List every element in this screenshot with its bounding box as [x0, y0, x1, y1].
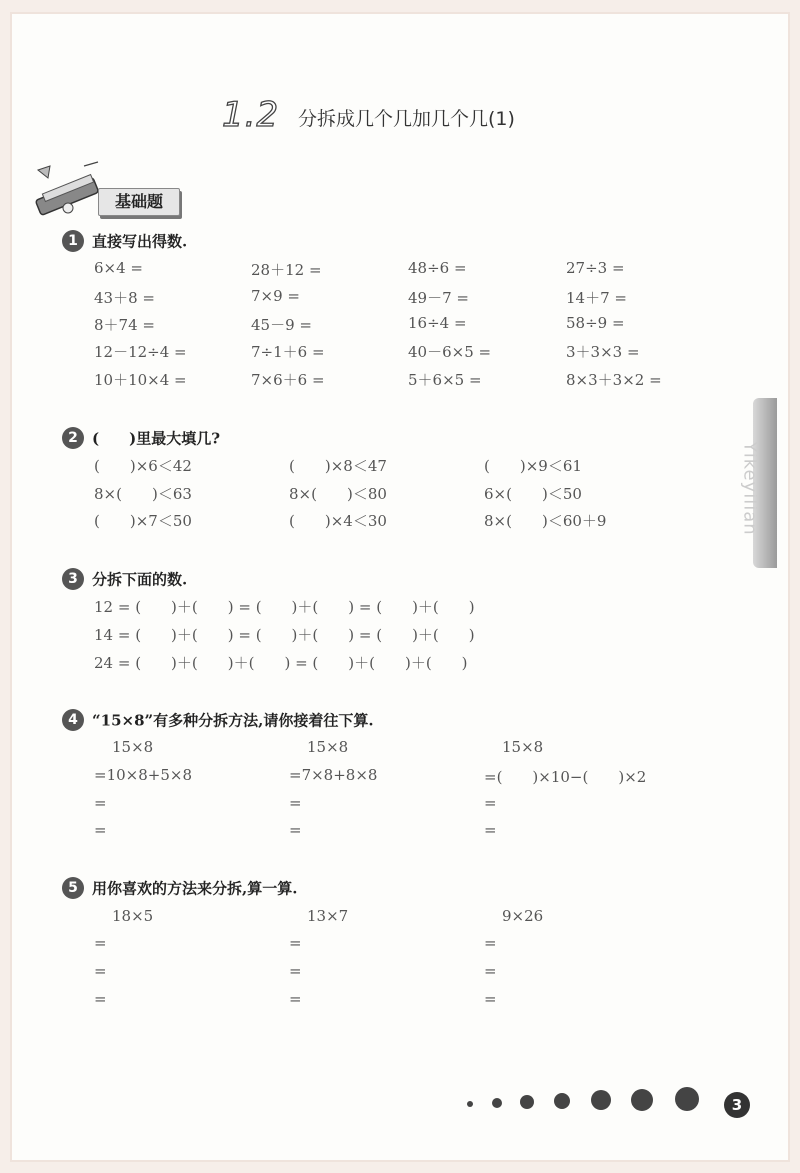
arithmetic-item: 40－6×5 =	[408, 343, 492, 361]
footer-dot	[492, 1098, 502, 1108]
arithmetic-item: 7×9 =	[251, 287, 300, 305]
calculation-step: =	[484, 821, 497, 839]
arithmetic-item: 58÷9 =	[566, 314, 625, 332]
arithmetic-item: 28＋12 =	[251, 261, 322, 279]
calculation-step: 15×8	[502, 738, 544, 756]
calculation-step: 15×8	[112, 738, 154, 756]
arithmetic-item: 49－7 =	[408, 289, 469, 307]
arithmetic-item: 8＋74 =	[94, 316, 155, 334]
arithmetic-item: 48÷6 =	[408, 259, 467, 277]
question-4-header	[62, 709, 374, 731]
fill-in-item: 6×( )＜50	[484, 485, 582, 503]
question-prompt: 分拆下面的数.	[92, 570, 188, 589]
calculation-step: 18×5	[112, 907, 154, 925]
calculation-step: =	[289, 794, 302, 812]
fill-in-item: ( )×6＜42	[94, 457, 192, 475]
calculation-step: =	[94, 962, 107, 980]
arithmetic-item: 10＋10×4 =	[94, 371, 187, 389]
footer-dot	[591, 1090, 611, 1110]
lesson-number: 1.2	[222, 95, 280, 135]
question-prompt: “15×8”有多种分拆方法,请你接着往下算.	[92, 711, 374, 730]
calculation-step: =	[94, 794, 107, 812]
split-number-row: 12 = ( )＋( ) = ( )＋( ) = ( )＋( )	[94, 598, 475, 616]
arithmetic-item: 8×3＋3×2 =	[566, 371, 662, 389]
calculation-step: =	[289, 962, 302, 980]
arithmetic-item: 5＋6×5 =	[408, 371, 482, 389]
fill-in-item: ( )×8＜47	[289, 457, 387, 475]
arithmetic-item: 16÷4 =	[408, 314, 467, 332]
calculation-step: =( )×10−( )×2	[484, 768, 647, 786]
arithmetic-item: 43＋8 =	[94, 289, 155, 307]
fill-in-item: 8×( )＜60＋9	[484, 512, 607, 530]
question-number: 3	[62, 568, 84, 590]
calculation-step: 13×7	[307, 907, 349, 925]
calculation-step: =	[94, 821, 107, 839]
arithmetic-item: 45－9 =	[251, 316, 312, 334]
question-1-header	[62, 230, 187, 252]
calculation-step: =	[484, 934, 497, 952]
question-number: 5	[62, 877, 84, 899]
arithmetic-item: 27÷3 =	[566, 259, 625, 277]
arithmetic-item: 7÷1＋6 =	[251, 343, 325, 361]
calculation-step: =7×8+8×8	[289, 766, 378, 784]
question-prompt: 用你喜欢的方法来分拆,算一算.	[92, 879, 298, 898]
calculation-step: =10×8+5×8	[94, 766, 192, 784]
question-3-header	[62, 568, 187, 590]
calculation-step: 9×26	[502, 907, 544, 925]
calculation-step: =	[289, 990, 302, 1008]
calculation-step: =	[289, 821, 302, 839]
fill-in-item: ( )×9＜61	[484, 457, 582, 475]
question-2-header	[62, 427, 220, 449]
footer-dot	[467, 1101, 473, 1107]
split-number-row: 24 = ( )＋( )＋( ) = ( )＋( )＋( )	[94, 654, 468, 672]
question-number: 2	[62, 427, 84, 449]
question-prompt: ( )里最大填几?	[92, 429, 220, 448]
question-5-header	[62, 877, 297, 899]
arithmetic-item: 7×6＋6 =	[251, 371, 325, 389]
calculation-step: =	[484, 962, 497, 980]
section-label: 基础题	[98, 188, 180, 216]
footer-dot	[554, 1093, 570, 1109]
footer-dot	[520, 1095, 534, 1109]
arithmetic-item: 12－12÷4 =	[94, 343, 187, 361]
calculation-step: =	[94, 934, 107, 952]
split-number-row: 14 = ( )＋( ) = ( )＋( ) = ( )＋( )	[94, 626, 475, 644]
question-number: 1	[62, 230, 84, 252]
pencil-ruler-icon	[28, 160, 100, 220]
calculation-step: =	[289, 934, 302, 952]
side-tab-label: Yikeyilian	[739, 441, 761, 536]
fill-in-item: ( )×7＜50	[94, 512, 192, 530]
fill-in-item: ( )×4＜30	[289, 512, 387, 530]
calculation-step: =	[484, 794, 497, 812]
question-number: 4	[62, 709, 84, 731]
arithmetic-item: 14＋7 =	[566, 289, 627, 307]
footer-dot	[631, 1089, 653, 1111]
arithmetic-item: 6×4 =	[94, 259, 143, 277]
lesson-title: 分拆成几个几加几个几(1)	[298, 108, 515, 130]
fill-in-item: 8×( )＜63	[94, 485, 192, 503]
fill-in-item: 8×( )＜80	[289, 485, 387, 503]
page-number: 3	[724, 1092, 750, 1118]
question-prompt: 直接写出得数.	[92, 232, 188, 251]
calculation-step: 15×8	[307, 738, 349, 756]
calculation-step: =	[484, 990, 497, 1008]
calculation-step: =	[94, 990, 107, 1008]
footer-dot	[675, 1087, 699, 1111]
arithmetic-item: 3＋3×3 =	[566, 343, 640, 361]
